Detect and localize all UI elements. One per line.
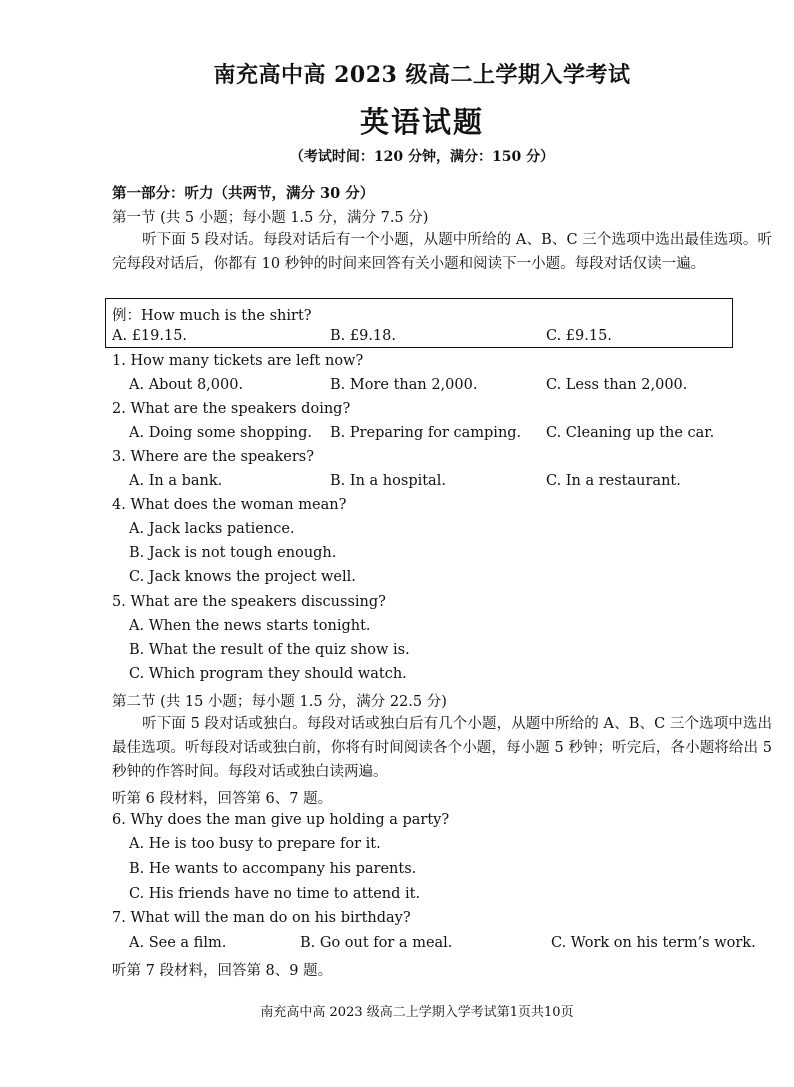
q4-option-c: C. Jack knows the project well.	[129, 569, 356, 585]
example-option-c: C. £9.15.	[546, 328, 612, 344]
subject-title: 英语试题	[359, 105, 484, 139]
q1-option-b: B. More than 2,000.	[330, 377, 478, 393]
section2-heading: 第二节 (共 15 小题；每小题 1.5 分，满分 22.5 分)	[112, 694, 447, 710]
question-1: 1. How many tickets are left now?	[112, 353, 364, 369]
example-question: 例：How much is the shirt?	[112, 308, 312, 324]
example-option-b: B. £9.18.	[330, 328, 396, 344]
q5-option-b: B. What the result of the quiz show is.	[129, 642, 410, 658]
question-2: 2. What are the speakers doing?	[112, 401, 351, 417]
section1-instructions-text: 听下面 5 段对话。每段对话后有一个小题，从题中所给的 A、B、C 三个选项中选出最佳选项。听完每段对话后，你都有 10 秒钟的时间来回答有关小题和阅读下一小题。每段对话仅读一遍。	[112, 232, 772, 272]
question-3: 3. Where are the speakers?	[112, 449, 314, 465]
q3-option-c: C. In a restaurant.	[546, 473, 681, 489]
question-5: 5. What are the speakers discussing?	[112, 594, 386, 610]
page-footer: 南充高中高 2023 级高二上学期入学考试第1页共10页	[260, 1005, 574, 1020]
q1-option-c: C. Less than 2,000.	[546, 377, 688, 393]
q3-option-b: B. In a hospital.	[330, 473, 446, 489]
section1-instructions	[112, 228, 772, 276]
question-4: 4. What does the woman mean?	[112, 497, 347, 513]
q3-option-a: A. In a bank.	[129, 473, 223, 489]
q7-option-a: A. See a film.	[129, 935, 227, 951]
section1-heading: 第一节 (共 5 小题；每小题 1.5 分，满分 7.5 分)	[112, 210, 429, 226]
q2-option-b: B. Preparing for camping.	[330, 425, 522, 441]
part1-heading: 第一部分：听力（共两节，满分 30 分）	[112, 185, 375, 202]
q2-option-c: C. Cleaning up the car.	[546, 425, 715, 441]
q7-option-c: C. Work on his term’s work.	[551, 935, 756, 951]
exam-info: （考试时间：120 分钟，满分：150 分）	[289, 149, 555, 165]
q6-option-b: B. He wants to accompany his parents.	[129, 861, 417, 877]
q4-option-b: B. Jack is not tough enough.	[129, 545, 337, 561]
example-option-a: A. £19.15.	[112, 328, 188, 344]
q5-option-c: C. Which program they should watch.	[129, 666, 407, 682]
q4-option-a: A. Jack lacks patience.	[129, 521, 295, 537]
question-7: 7. What will the man do on his birthday?	[112, 910, 411, 926]
q1-option-a: A. About 8,000.	[129, 377, 244, 393]
school-title: 南充高中高 2023 级高二上学期入学考试	[213, 62, 631, 88]
question-6: 6. Why does the man give up holding a party?	[112, 812, 450, 828]
q7-option-b: B. Go out for a meal.	[300, 935, 453, 951]
material-7-label: 听第 7 段材料，回答第 8、9 题。	[112, 963, 333, 979]
material-6-label: 听第 6 段材料，回答第 6、7 题。	[112, 791, 333, 807]
section2-instructions	[112, 712, 772, 784]
q2-option-a: A. Doing some shopping.	[129, 425, 312, 441]
q5-option-a: A. When the news starts tonight.	[129, 618, 371, 634]
q6-option-a: A. He is too busy to prepare for it.	[129, 836, 381, 852]
section2-instructions-text: 听下面 5 段对话或独白。每段对话或独白后有几个小题，从题中所给的 A、B、C 三个选项中选出最佳选项。听每段对话或独白前，你将有时间阅读各个小题，每小题 5 秒钟；听完后，各小题将给出 5 秒钟的作答时间。每段对话或独白读两遍。	[112, 716, 772, 780]
q6-option-c: C. His friends have no time to attend it.	[129, 886, 421, 902]
